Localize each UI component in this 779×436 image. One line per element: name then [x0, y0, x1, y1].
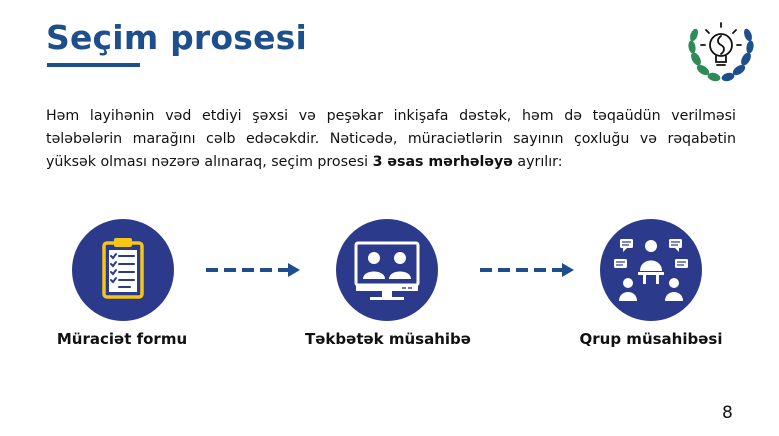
group-discussion-icon — [600, 219, 702, 321]
intro-text-end: ayrılır: — [512, 154, 563, 170]
step-2-circle — [336, 219, 438, 321]
slide-title: Seçim prosesi — [46, 18, 308, 57]
laurel-lightbulb-logo-icon — [684, 15, 758, 87]
arrow-right-icon — [480, 262, 574, 278]
video-call-monitor-icon — [336, 219, 438, 321]
page-number: 8 — [722, 403, 733, 423]
title-underline — [47, 63, 140, 67]
intro-paragraph — [46, 105, 736, 174]
step-1-circle — [72, 219, 174, 321]
step-3-label: Qrup müsahibəsi — [579, 330, 723, 348]
step-2-label: Təkbətək müsahibə — [305, 330, 471, 348]
step-3-circle — [600, 219, 702, 321]
clipboard-checklist-icon — [72, 219, 174, 321]
intro-text-start: Həm layihənin vəd etdiyi şəxsi və peşəkar inkişafa dəstək, həm də təqaüdün verilməsi tələbələrin marağını cəlb edəcəkdir. Nəticədə, müraciətlərin sayının çoxluğu və rəqabətin yüksək olması nəzərə alınaraq, seçim prosesi — [46, 108, 736, 170]
intro-text-bold: 3 əsas mərhələyə — [372, 154, 513, 170]
arrow-right-icon — [206, 262, 300, 278]
step-1-label: Müraciət formu — [56, 330, 188, 348]
